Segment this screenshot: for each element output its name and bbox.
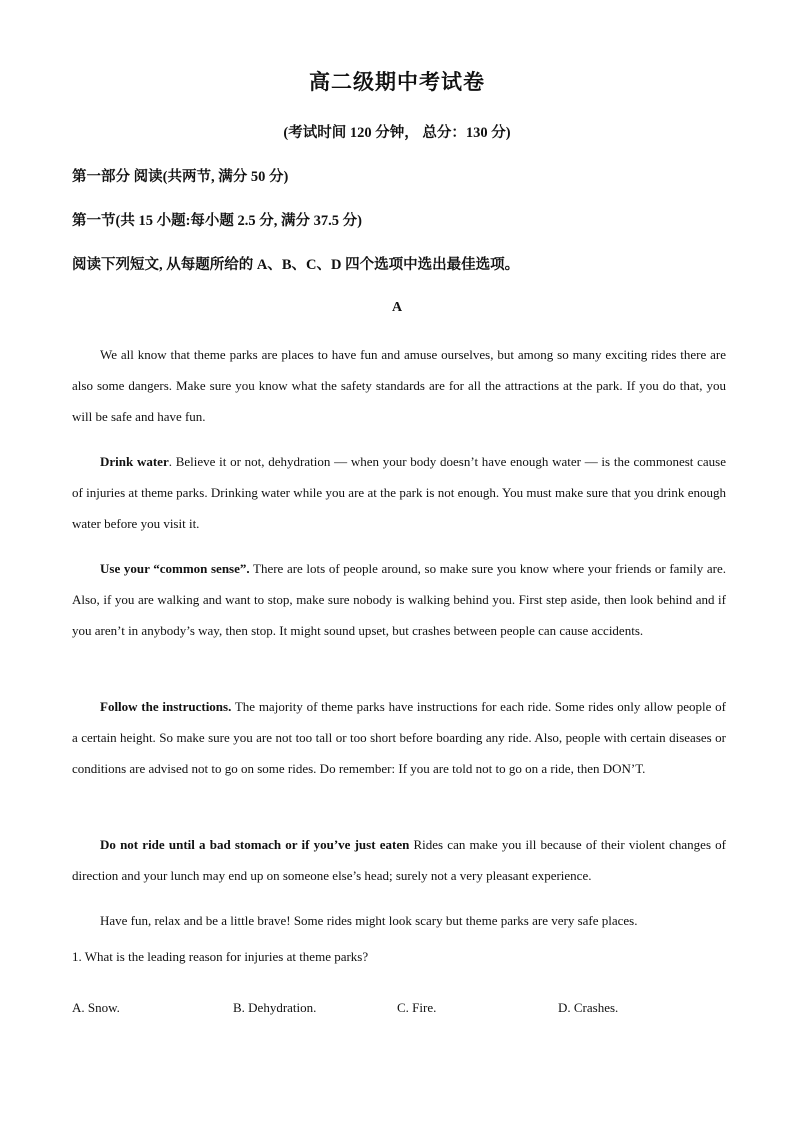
paragraph-text: Have fun, relax and be a little brave! Some rides might look scary but theme parks are very safe places.	[100, 913, 638, 928]
paragraph-text: Rides can make you ill because of their violent changes of direction and your lunch may end up on someone else’s head; surely not a very pleasant experience.	[72, 837, 727, 883]
passage-paragraph-5	[72, 829, 726, 891]
option-c[interactable]: C. Fire.	[397, 1000, 437, 1015]
paragraph-text: We all know that theme parks are places to have fun and amuse ourselves, but among so many exciting rides there are also some dangers. Make sure you know what the safety standards are for all the attractions at the park. If you do that, you will be safe and have fun.	[72, 347, 726, 424]
passage-paragraph-3	[72, 553, 726, 646]
part-one-heading: 第一部分 阅读(共两节, 满分 50 分)	[72, 169, 289, 185]
paragraph-text: There are lots of people around, so make sure you know where your friends or family are. Also, if you are walking and want to stop, make sure nobody is walking behind you. First step aside, then look behind and if you aren’t in anybody’s way, then stop. It might sound upset, but crashes between people can cause accidents.	[72, 561, 727, 638]
passage-paragraph-6	[72, 905, 726, 936]
section-one-heading: 第一节(共 15 小题:每小题 2.5 分, 满分 37.5 分)	[72, 213, 362, 229]
question-1-options	[72, 994, 726, 1025]
option-a[interactable]: A. Snow.	[72, 1000, 120, 1015]
exam-title: 高二级期中考试卷	[309, 70, 485, 94]
paragraph-text: The majority of theme parks have instructions for each ride. Some rides only allow people of a certain height. So make sure you are not too tall or too short before boarding any ride. Also, people with certain diseases or conditions are advised not to go on some rides. Do remember: If you are told not to go on a ride, then DON’T.	[72, 699, 726, 776]
exam-subtitle: (考试时间 120 分钟， 总分：130 分)	[283, 125, 511, 141]
paragraph-bold-lead: Use your “common sense”.	[100, 561, 250, 576]
passage-paragraph-1	[72, 339, 726, 432]
paragraph-text: . Believe it or not, dehydration — when your body doesn’t have enough water — is the commonest cause of injuries at theme parks. Drinking water while you are at the park is not enough. You must make sure that you drink enough water before you visit it.	[72, 454, 726, 531]
option-b[interactable]: B. Dehydration.	[233, 1000, 317, 1015]
passage-paragraph-4	[72, 691, 726, 784]
option-d[interactable]: D. Crashes.	[558, 1000, 619, 1015]
passage-letter: A	[391, 300, 403, 315]
paragraph-bold-lead: Drink water	[100, 454, 169, 469]
reading-instruction: 阅读下列短文, 从每题所给的 A、B、C、D 四个选项中选出最佳选项。	[72, 257, 520, 273]
question-1-stem: 1. What is the leading reason for injuries at theme parks?	[72, 949, 369, 964]
paragraph-bold-lead: Follow the instructions.	[100, 699, 232, 714]
passage-paragraph-2	[72, 446, 726, 539]
paragraph-bold-lead: Do not ride until a bad stomach or if you’ve just eaten	[100, 837, 410, 852]
